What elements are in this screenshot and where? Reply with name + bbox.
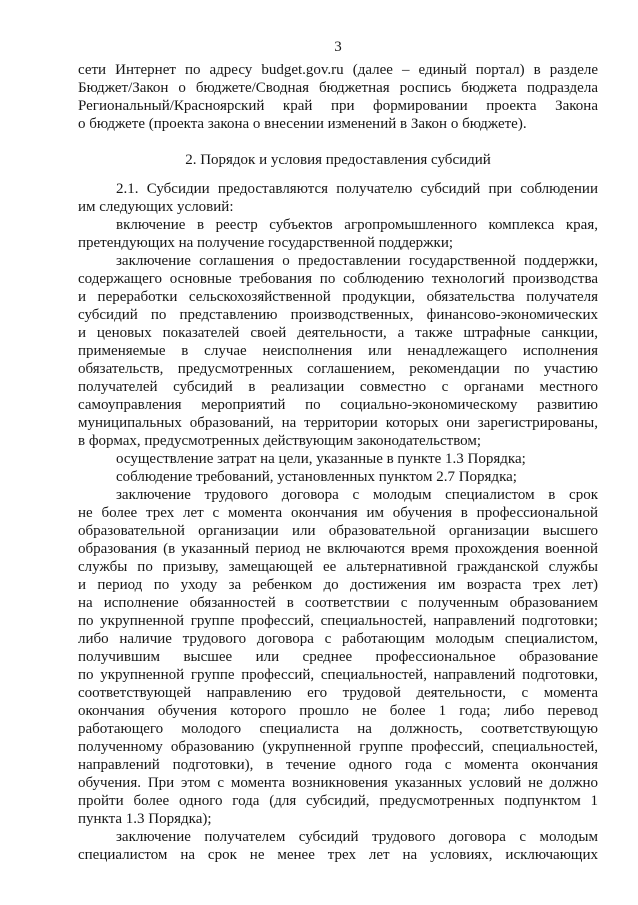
intro-paragraph (78, 61, 598, 133)
text-line: Бюджет/Закон о бюджете/Сводная бюджетная роспись бюджета подраздела (78, 80, 598, 96)
text-line: сети Интернет по адресу budget.gov.ru (далее – единый портал) в разделе (78, 62, 598, 78)
text-line: соответствующей направлению его трудовой деятельности, с момента (78, 685, 598, 701)
text-line: либо наличие трудового договора с работающим молодым специалистом, (78, 631, 598, 647)
page-number: 3 (334, 39, 342, 55)
text-line: не более трех лет с момента окончания им обучения в профессиональной (78, 505, 598, 521)
text-line: содержащего основные требования по соблюдению технологий производства (78, 271, 598, 287)
text-line: и период по уходу за ребенком до достижения им возраста трех лет) (78, 577, 598, 593)
text-line: получателей субсидий в реализации совместно с органами местного (78, 379, 598, 395)
text-line: им следующих условий: (78, 199, 234, 215)
text-line: заключение трудового договора с молодым специалистом в срок (116, 487, 598, 503)
text-line: пройти более одного года (для субсидий, предусмотренных подпунктом 1 (78, 793, 598, 809)
text-line: претендующих на получение государственной поддержки; (78, 235, 454, 251)
text-line: осуществление затрат на цели, указанные в пункте 1.3 Порядка; (116, 451, 526, 467)
paragraph (78, 486, 598, 828)
text-line: муниципальных образований, на территории которых они зарегистрированы, (78, 415, 598, 431)
text-line: включение в реестр субъектов агропромышленного комплекса края, (116, 217, 598, 233)
text-line: о бюджете (проекта закона о внесении изменений в Закон о бюджете). (78, 116, 527, 132)
paragraph (78, 450, 598, 468)
text-line: по укрупненной группе профессий, специальностей, направлений подготовки; (78, 613, 598, 629)
text-line: образования (в указанный период не включаются время прохождения военной (78, 541, 598, 557)
text-line: соблюдение требований, установленных пунктом 2.7 Порядка; (116, 469, 517, 485)
paragraph (78, 216, 598, 252)
section-heading: 2. Порядок и условия предоставления субсидий (185, 152, 491, 168)
text-line: специалистом на срок не менее трех лет на условиях, исключающих (78, 847, 598, 863)
text-line: на исполнение обязанностей в соответствии с полученным образованием (78, 595, 598, 611)
paragraph (78, 828, 598, 864)
text-line: окончания обучения которого прошло не более 1 года; либо перевод (78, 703, 598, 719)
text-line: заключение получателем субсидий трудового договора с молодым (116, 829, 598, 845)
text-line: самоуправления мероприятий по социально-экономическому развитию (78, 397, 598, 413)
text-line: направлений подготовки), в течение одного года с момента окончания (78, 757, 598, 773)
text-line: по укрупненной группе профессий, специальностей, направлений подготовки, (78, 667, 598, 683)
text-line: полученному образованию (укрупненной группе профессий, специальностей, (78, 739, 598, 755)
text-line: в формах, предусмотренных действующим законодательством; (78, 433, 482, 449)
text-line: применяемые в случае неисполнения или ненадлежащего исполнения (78, 343, 598, 359)
paragraph (78, 468, 598, 486)
text-line: получившим высшее или среднее профессиональное образование (78, 649, 598, 665)
text-line: и переработки сельскохозяйственной продукции, обязательства получателя (78, 289, 598, 305)
text-line: образовательной организации или образовательной организации высшего (78, 523, 598, 539)
text-line: и ценовых показателей своей деятельности, а также штрафные санкции, (78, 325, 598, 341)
page-body (78, 61, 598, 864)
text-line: обучения. При этом с момента возникновения указанных условий не должно (78, 775, 598, 791)
text-line: службы по призыву, замещающей ее альтернативной гражданской службы (78, 559, 598, 575)
text-line: Региональный/Красноярский край при формировании проекта Закона (78, 98, 598, 114)
text-line: пункта 1.3 Порядка); (78, 811, 212, 827)
text-line: обязательств, предусмотренных соглашением, рекомендации по участию (78, 361, 598, 377)
paragraph (78, 252, 598, 450)
text-line: работающего молодого специалиста на должность, соответствующую (78, 721, 598, 737)
paragraph (78, 180, 598, 216)
text-line: 2.1. Субсидии предоставляются получателю субсидий при соблюдении (116, 181, 598, 197)
text-line: заключение соглашения о предоставлении государственной поддержки, (116, 253, 598, 269)
text-line: субсидий по представлению производственных, финансово-экономических (78, 307, 598, 323)
